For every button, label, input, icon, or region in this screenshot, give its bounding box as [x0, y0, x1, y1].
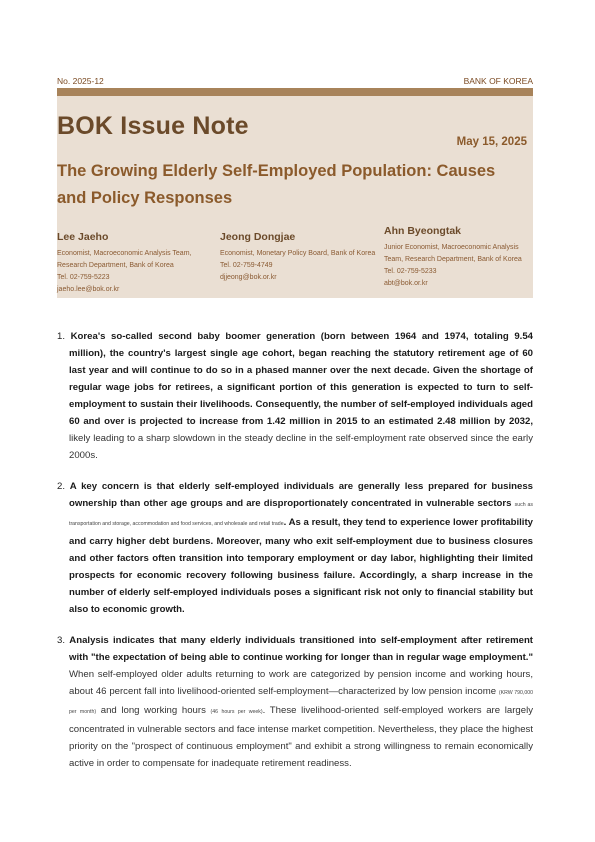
supporting-text-end: . These livelihood-oriented self-employed workers are largely concentrated in vulnerable sectors and face intense market competition. Nevertheless, they place the highest priority on the "prospect of continuous employment" and exhibit a strong willingness to remain economically active in order to compensate for inadequate retirement readiness. [69, 704, 533, 769]
paragraph-number: 3. [57, 634, 66, 646]
article-body [57, 318, 533, 786]
title-banner [57, 96, 533, 298]
author-name: Jeong Dongjae [220, 231, 296, 243]
key-finding: Korea's so-called second baby boomer generation (born between 1964 and 1974, totaling 9.54 million), the country's largest single age cohort, began reaching the statutory retirement age of 60 last year and will continue to do so in a phased manner over the next decade. Given the shortage of regular wage jobs for retirees, a significant portion of this generation is expected to turn to self-employment to sustain their livelihoods. Consequently, the number of self-employed individuals aged 60 and over is projected to increase from 1.42 million in 2015 to an estimated 2.48 million by 2032, [69, 330, 533, 427]
author-email: djjeong@bok.or.kr [220, 274, 277, 281]
author-name: Ahn Byeongtak [384, 225, 462, 237]
paragraph-2 [57, 478, 533, 618]
supporting-text: likely leading to a sharp slowdown in the steady decline in the self-employment rate observed since the early 2000s. [69, 432, 533, 461]
issue-number: No. 2025-12 [57, 76, 104, 86]
paragraph-number: 1. [57, 330, 66, 342]
author-tel: Tel. 02-759-5233 [384, 268, 437, 275]
author-block-2 [220, 230, 376, 284]
supporting-text-cont: and long working hours [96, 704, 206, 716]
pension-note: (KRW 790,000 per month) [69, 689, 533, 715]
series-title: BOK Issue Note [57, 112, 249, 140]
key-finding-cont: . As a result, they tend to experience lower profitability and carry higher debt burdens. Moreover, many who exit self-employment due to business closures and other factors often transition into temporary employment or day labor, highlighting their limited prospects for economic recovery following business failure. Accordingly, a sharp increase in the number of elderly self-employed individuals poses a significant risk not only to financial stability but also to economic growth. [69, 516, 533, 615]
paragraph-number: 2. [57, 480, 66, 492]
paper-title: The Growing Elderly Self-Employed Population: Causes and Policy Responses [57, 162, 496, 207]
author-block-3 [384, 224, 530, 290]
paragraph-1 [57, 328, 533, 464]
author-tel: Tel. 02-759-5223 [57, 274, 110, 281]
author-block-1 [57, 230, 210, 296]
hours-note: (46 hours per week) [210, 708, 263, 715]
key-finding: Analysis indicates that many elderly individuals transitioned into self-employment after retirement with "the expectation of being able to continue working for longer than in regular wage employment." [69, 634, 534, 663]
author-email: jaeho.lee@bok.or.kr [57, 286, 120, 293]
paragraph-3 [57, 632, 533, 772]
author-role: Junior Economist, Macroeconomic Analysis Team, Research Department, Bank of Korea [384, 244, 522, 263]
supporting-text: When self-employed older adults returning to work are categorized by pension income and working hours, about 46 percent fall into livelihood-oriented self-employment—characterized by low pension income [69, 668, 533, 697]
key-finding: A key concern is that elderly self-employed individuals are generally less prepared for business ownership than other age groups and are disproportionately concentrated in vulnerable sectors [69, 480, 534, 509]
author-tel: Tel. 02-759-4749 [220, 262, 273, 269]
author-role: Economist, Monetary Policy Board, Bank of Korea [220, 250, 376, 257]
author-role: Economist, Macroeconomic Analysis Team, Research Department, Bank of Korea [57, 250, 192, 269]
author-name: Lee Jaeho [57, 231, 109, 243]
sector-note: such as transportation and storage, accommodation and food services, and wholesale and retail trade [69, 501, 533, 527]
publisher-name: BANK OF KOREA [463, 76, 533, 86]
header-rule [57, 88, 533, 96]
publication-date: May 15, 2025 [456, 136, 527, 148]
author-email: abt@bok.or.kr [384, 280, 428, 287]
